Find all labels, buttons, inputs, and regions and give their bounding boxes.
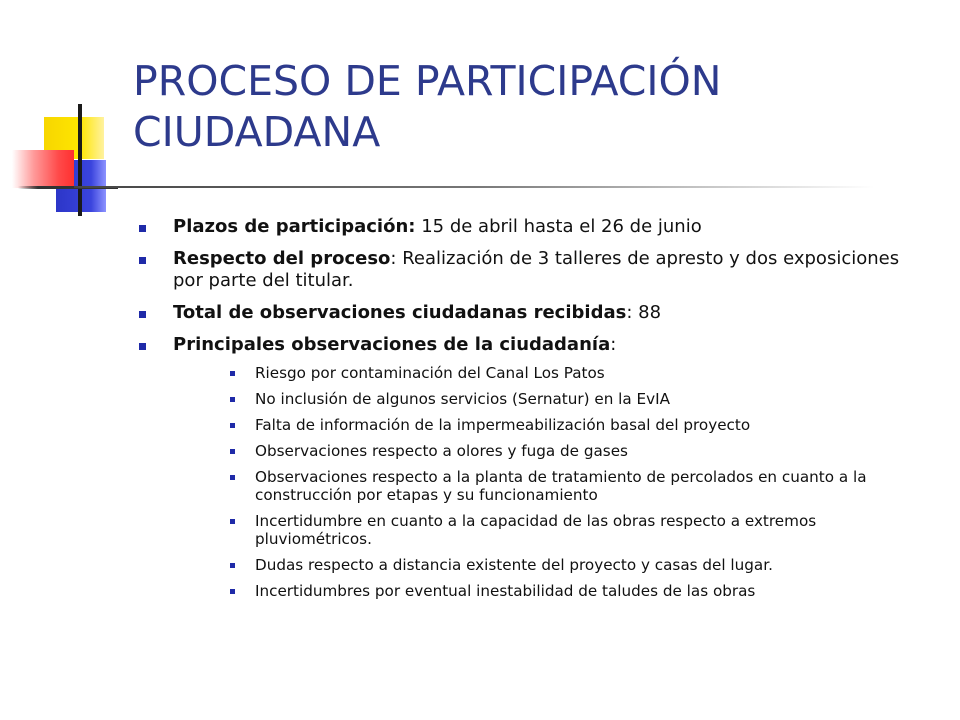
observation-item: Observaciones respecto a olores y fuga de gases bbox=[173, 442, 923, 460]
observations-sublist bbox=[173, 364, 923, 600]
bullet-text: : Realización de 3 talleres de apresto y dos exposiciones por parte del titular. bbox=[173, 248, 900, 291]
observation-item: Incertidumbres por eventual inestabilidad de taludes de las obras bbox=[173, 582, 923, 600]
slide-content bbox=[133, 216, 923, 610]
bullet-label: Total de observaciones ciudadanas recibidas bbox=[173, 302, 627, 323]
bullet-total-observaciones bbox=[133, 302, 923, 324]
bullet-text: : 88 bbox=[626, 302, 662, 323]
bullet-label: Plazos de participación: bbox=[173, 216, 416, 237]
main-bullet-list bbox=[133, 216, 923, 600]
decorative-logo-graphic bbox=[0, 0, 130, 230]
bullet-principales-observaciones bbox=[133, 334, 923, 600]
bullet-plazos bbox=[133, 216, 923, 238]
observation-item: No inclusión de algunos servicios (Sernatur) en la EvIA bbox=[173, 390, 923, 408]
observation-item: Riesgo por contaminación del Canal Los Patos bbox=[173, 364, 923, 382]
page-title bbox=[133, 56, 923, 158]
title-underline-rule bbox=[74, 186, 874, 188]
bullet-proceso bbox=[133, 248, 923, 292]
title-line-2: CIUDADANA bbox=[133, 108, 381, 156]
vertical-divider-line bbox=[78, 104, 82, 216]
bullet-label: Respecto del proceso bbox=[173, 248, 391, 269]
red-gradient-shape bbox=[12, 150, 74, 188]
observation-item: Dudas respecto a distancia existente del proyecto y casas del lugar. bbox=[173, 556, 923, 574]
observation-item: Observaciones respecto a la planta de tratamiento de percolados en cuanto a la construcción por etapas y su funcionamiento bbox=[173, 468, 923, 504]
bullet-text: 15 de abril hasta el 26 de junio bbox=[415, 216, 702, 237]
observation-item: Incertidumbre en cuanto a la capacidad de las obras respecto a extremos pluviométricos. bbox=[173, 512, 923, 548]
bullet-text: : bbox=[610, 334, 617, 355]
title-line-1: PROCESO DE PARTICIPACIÓN bbox=[133, 57, 722, 105]
observation-item: Falta de información de la impermeabilización basal del proyecto bbox=[173, 416, 923, 434]
bullet-label: Principales observaciones de la ciudadanía bbox=[173, 334, 611, 355]
